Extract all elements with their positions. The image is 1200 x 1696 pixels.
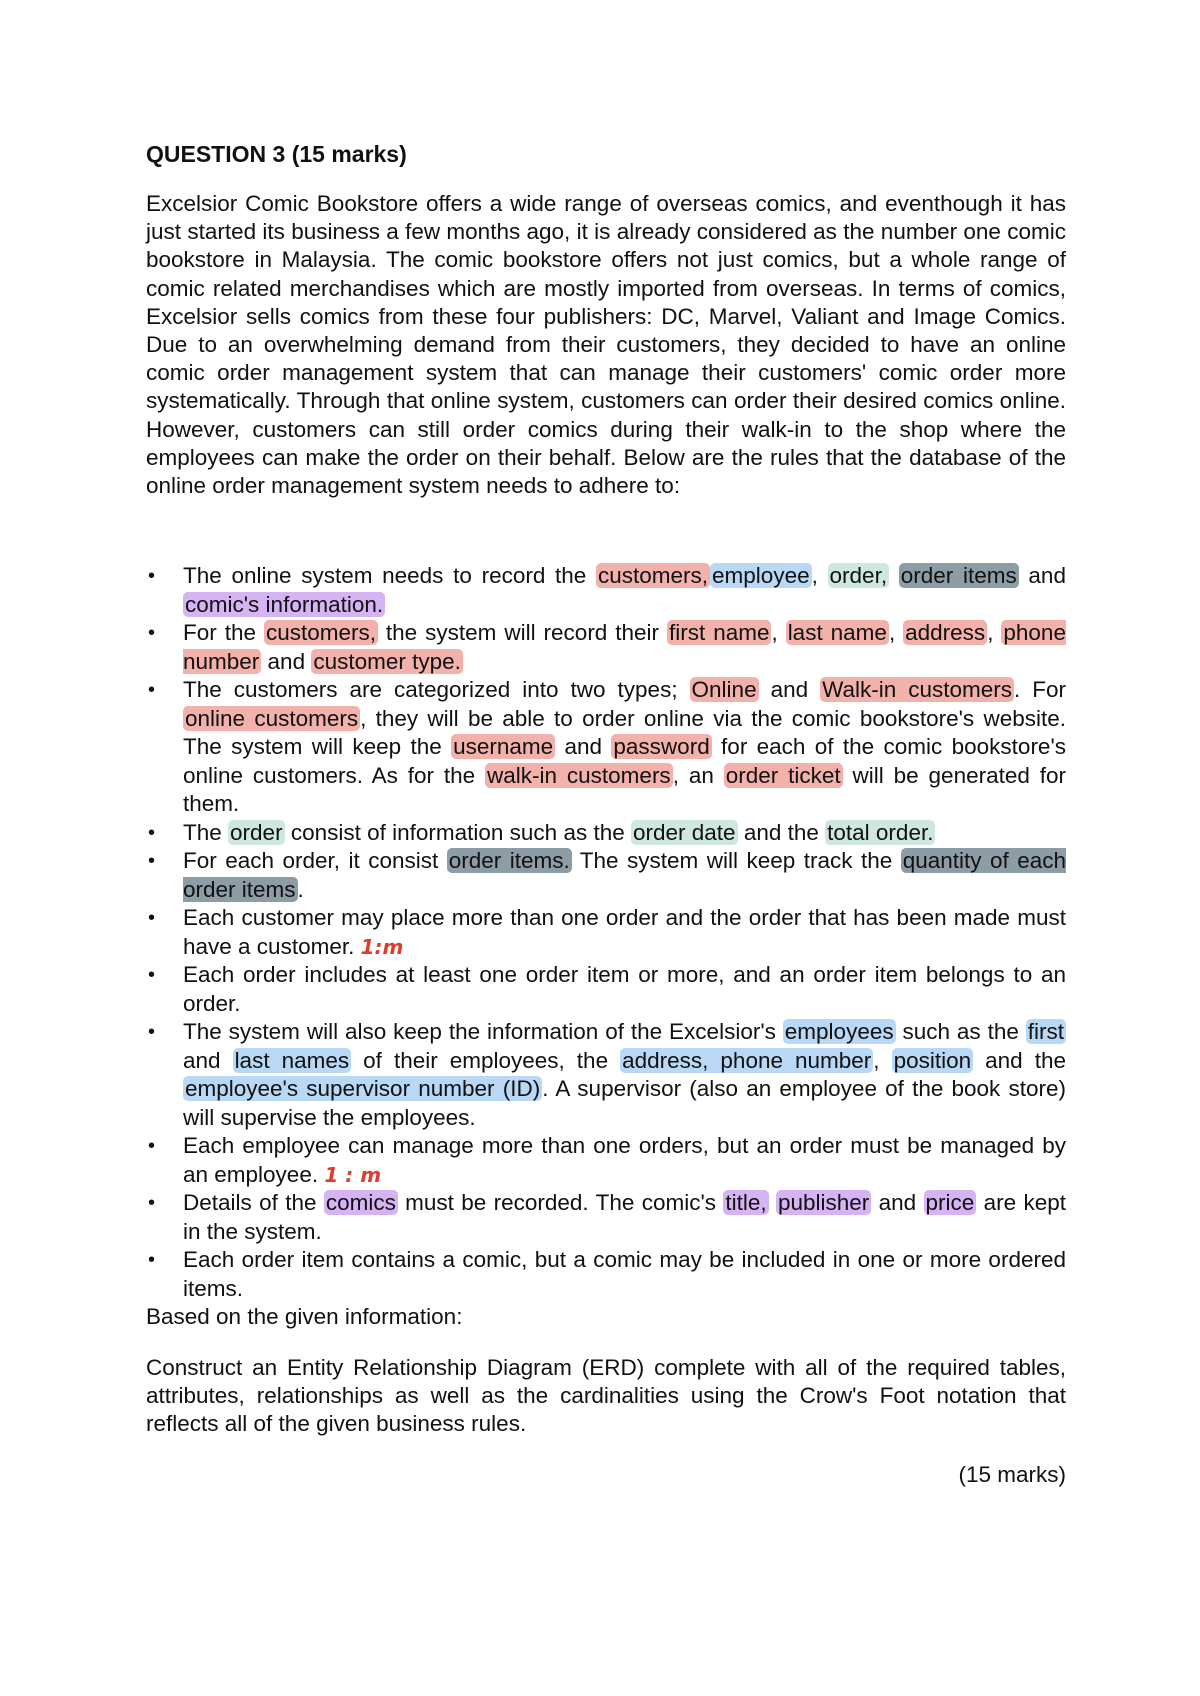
rule-item-10: • Details of the comics must be recorded. The comic's title, publisher and price are kept in the system. [148, 1190, 1066, 1244]
rule-item-9: • Each employee can manage more than one orders, but an order must be managed by an employee. 1 : m [148, 1133, 1066, 1187]
highlight-price: price [925, 1190, 975, 1216]
highlight-order-items: order items [900, 563, 1017, 589]
bullet-icon: • [148, 907, 156, 930]
rule-item-7: • Each order includes at least one order item or more, and an order item belongs to an order. [148, 962, 1066, 1016]
highlight-address-phone: address, phone number [622, 1047, 872, 1073]
highlight-phone-number: phone number [183, 620, 1066, 674]
bullet-icon: • [148, 964, 156, 987]
bullet-icon: • [148, 1249, 156, 1272]
bullet-icon: • [148, 1135, 156, 1158]
rule-item-1: • The online system needs to record the customers, employee, order, order items and comic's information. [148, 563, 1066, 617]
highlight-comics: comics [325, 1190, 396, 1216]
highlight-walkin-customers-2: walk-in customers [487, 762, 671, 788]
highlight-customer-type: customer type. [313, 648, 461, 674]
highlight-walkin-customers: Walk-in customers [822, 677, 1013, 703]
highlight-password: password [613, 734, 710, 760]
marks-label: (15 marks) [958, 1462, 1066, 1488]
bullet-icon: • [148, 1021, 156, 1044]
rule-item-4: • The order consist of information such as the order date and the total order. [146, 819, 1066, 848]
based-on-text: Based on the given information: [146, 1304, 463, 1330]
bullet-icon: • [148, 821, 156, 844]
cardinality-annotation: 1:m [360, 934, 404, 959]
highlight-order-ticket: order ticket [725, 762, 841, 788]
highlight-quantity: quantity of each order items [183, 848, 1067, 902]
highlight-last-names: last names [234, 1047, 350, 1073]
rule-item-2: • For the customers, the system will record their first name, last name, address, phone number and customer type. [148, 620, 1066, 674]
bullet-icon: • [148, 1192, 156, 1215]
rule-item-11: • Each order item contains a comic, but a comic may be included in one or more ordered items. [148, 1247, 1066, 1301]
rule-item-5: • For each order, it consist order items. The system will keep track the quantity of each order items. [148, 848, 1067, 902]
instruction-paragraph: Construct an Entity Relationship Diagram (ERD) complete with all of the required tables, attributes, relationships as well as the cardinalities using the Crow's Foot notation that reflects all of the given business rules. [146, 1354, 1066, 1437]
highlight-first: first [1027, 1019, 1065, 1045]
highlight-username: username [453, 734, 554, 760]
rule-item-3: • The customers are categorized into two types; Online and Walk-in customers. For online customers, they will be able to order online via the comic bookstore's website. The system will keep the username and password for each of the comic bookstore's online customers. As for the walk-in customers, an order ticket will be generated for them. [148, 677, 1067, 817]
rule-item-8: • The system will also keep the information of the Excelsior's employees such as the first and last names of their employees, the address, phone number, position and the employee's supervisor number (ID). A supervisor (also an employee of the book store) will supervise the employees. [148, 1019, 1066, 1130]
highlight-order-date: order date [632, 819, 736, 845]
question-page [146, 140, 1066, 1488]
intro-paragraph: Excelsior Comic Bookstore offers a wide range of overseas comics, and eventhough it has just started its business a few months ago, it is already considered as the number one comic bookstore in Malaysia. The comic bookstore offers not just comics, but a whole range of comic related merchandises which are mostly imported from overseas. In terms of comics, Excelsior sells comics from these four publishers: DC, Marvel, Valiant and Image Comics. Due to an overwhelming demand from their customers, they decided to have an online comic order management system that can manage their customers' comic order more systematically. Through that online system, customers can order their desired comics online. However, customers can still order comics during their walk-in to the shop where the employees can make the order on their behalf. Below are the rules that the database of the online order management system needs to adhere to: [146, 191, 1066, 499]
highlight-total-order: total order. [827, 819, 934, 845]
highlight-supervisor: employee's supervisor number (ID) [185, 1076, 541, 1102]
highlight-online-customers: online customers [185, 705, 359, 731]
highlight-title: title, [725, 1190, 767, 1216]
question-title: QUESTION 3 (15 marks) [146, 141, 407, 167]
highlight-online: Online [691, 677, 757, 703]
highlight-order: order, [829, 563, 888, 589]
highlight-comics-info: comic's information. [185, 591, 384, 617]
bullet-icon: • [148, 850, 156, 873]
business-rules-list [146, 562, 1066, 1303]
highlight-order-items: order items. [448, 848, 570, 874]
highlight-address: address [905, 620, 986, 646]
rule-item-6: • Each customer may place more than one order and the order that has been made must have a customer. 1:m [148, 905, 1066, 959]
highlight-publisher: publisher [777, 1190, 870, 1216]
highlight-first-name: first name [669, 620, 770, 646]
bullet-icon: • [148, 622, 156, 645]
bullet-icon: • [148, 565, 156, 588]
bullet-icon: • [148, 679, 156, 702]
cardinality-annotation: 1 : m [324, 1162, 382, 1187]
highlight-customers: customers, [265, 620, 376, 646]
highlight-employees: employees [784, 1019, 894, 1045]
highlight-customers: customers, [598, 563, 709, 589]
highlight-order: order [230, 819, 283, 845]
highlight-position: position [893, 1047, 972, 1073]
highlight-last-name: last name [787, 620, 887, 646]
highlight-employee: employee [712, 563, 810, 589]
